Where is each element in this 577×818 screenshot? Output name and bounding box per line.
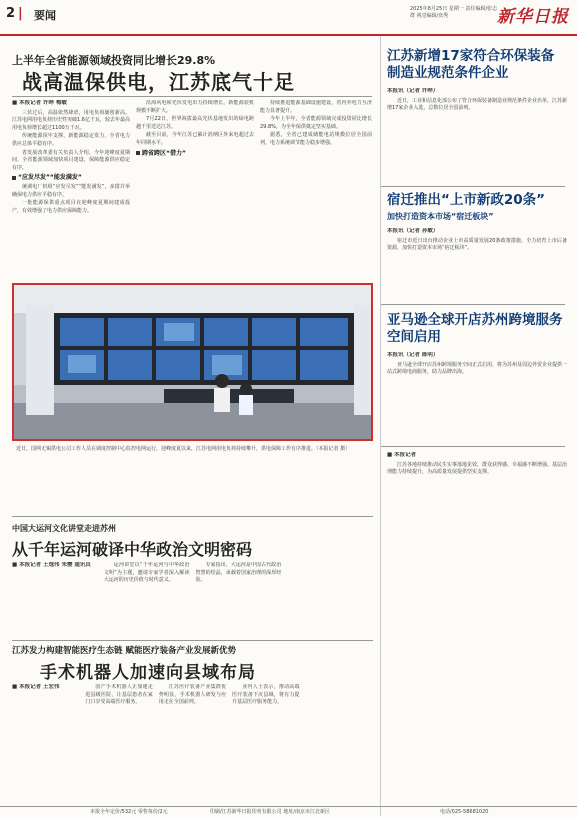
dateline: 2025年8月25日 星期一 责任编辑/张志群 视觉编辑/贲秀 [410, 6, 498, 19]
amazon-body [387, 352, 567, 378]
right-lower-paragraph: 江苏各地持续推动民生实事落地见效，群众获得感、幸福感不断增强。基层治理能力持续提升，为高质量发展提供坚实支撑。 [387, 461, 567, 476]
robot-body [12, 684, 373, 802]
eco-equipment-headline: 江苏新增17家符合环保装备制造业规范条件企业 [387, 48, 555, 81]
right-lower-byline: ■ 本报记者 [387, 452, 417, 458]
square-bullet-icon [12, 176, 16, 180]
footer-printer: 印刷/江苏新华日报印务有限公司 地址/南京市江北新区 [210, 809, 330, 815]
control-room-photo [12, 283, 373, 441]
footer-price: 本报全年定价/532元 零售每份/2元 [90, 809, 168, 815]
footer-phone: 电话/025-58681020 [440, 809, 489, 815]
robot-paragraph: 江苏医疗装备产业集群优势明显，手术机器人研发与应用走在全国前列。 [158, 684, 227, 706]
canal-body [12, 562, 373, 636]
lead-paragraph: 7月22日，世界海拔最高光伏基地发出的绿电跨越千里送达江苏。 [136, 116, 254, 130]
robot-kicker: 江苏发力构建智能医疗生态链 赋能医疗装备产业发展新优势 [12, 646, 236, 656]
lead-subhead: 跨省跨区“借力” [136, 150, 254, 158]
robot-paragraph: 国产手术机器人正加速走进县级医院，让基层患者在家门口享受高端医疗服务。 [85, 684, 153, 706]
canal-paragraph: 运河讲堂以“千年运河与中华政治文明”为主题，邀请专家学者深入解读大运河的历史价值与时代意义。 [103, 562, 190, 584]
lead-column-2 [136, 100, 254, 280]
lead-paragraph: 今年上半年，全省能源领域完成投资同比增长29.8%，为全年保供奠定坚实基础。 [260, 116, 372, 130]
lead-paragraph: 统调电厂机组“应发尽发”“能发满发”，多措并举确保电力供应平稳有序。 [12, 183, 130, 198]
lead-column-3 [260, 100, 372, 280]
lead-paragraph: 三伏过后，高温依然肆虐，用电负荷屡创新高。江苏电网用电负荷历史性突破1.6亿千瓦，较去年最高用电负荷增长超过1100万千瓦。 [12, 109, 130, 131]
lead-paragraph: 省发展改革委有关负责人介绍，今年迎峰度夏期间，全省能源领域加快项目建设，保障能源供应稳定有序。 [12, 149, 130, 171]
lead-paragraph: 截至目前，今年江苏已累计消纳区外来电超过去年同期水平。 [136, 132, 254, 146]
lead-column-1 [12, 100, 130, 280]
lead-subhead: “应发尽发”“能发满发” [12, 174, 130, 182]
canal-headline: 从千年运河破译中华政治文明密码 [12, 540, 253, 559]
robot-headline: 手术机器人加速向县域布局 [40, 663, 256, 683]
amazon-byline: 本报讯（记者 陈明） [387, 352, 439, 358]
section-title: 要闻 [34, 9, 56, 22]
amazon-article [387, 312, 567, 378]
page-header [0, 0, 577, 36]
amazon-paragraph: 亚马逊全球开店苏州跨境服务空间正式启用，将为苏州及周边外贸企业提供一站式跨境电商服务，助力品牌出海。 [387, 361, 567, 376]
page-footer [0, 806, 577, 818]
section-divider [381, 304, 565, 305]
section-divider [12, 640, 373, 641]
suqian-body [387, 228, 567, 254]
section-divider [381, 446, 565, 447]
eco-equipment-byline: 本报讯（记者 许晔） [387, 88, 439, 94]
square-bullet-icon [136, 151, 140, 155]
page-number: 2 | [6, 6, 23, 21]
lead-byline: ■ 本报记者 许晔 梅敏 [12, 100, 67, 106]
robot-paragraph: 业内人士表示，推动高端医疗装备下沉县域，将有力提升基层医疗服务能力。 [232, 684, 300, 706]
suqian-byline: 本报讯（记者 孙敏） [387, 228, 439, 234]
robot-byline: ■ 本报记者 王宏伟 [12, 684, 60, 690]
lead-headline: 战高温保供电，江苏底气十足 [22, 70, 295, 94]
right-column [380, 36, 570, 816]
lead-paragraph: 沿海风电和光伏发电出力持续增长，新能源装机规模不断扩大。 [136, 100, 254, 114]
masthead-logo: 新华日报 [497, 7, 569, 27]
eco-equipment-body [387, 88, 567, 114]
control-room-illustration [14, 285, 371, 439]
section-divider [381, 186, 565, 187]
canal-paragraph: 专家指出，大运河是中国古代政治智慧的结晶，承载着国家治理的深厚经验。 [195, 562, 282, 584]
eco-equipment-paragraph: 近日，工业和信息化部公布了符合环保装备制造业规范条件企业名单，江苏新增17家企业入选，总数位居全国前列。 [387, 97, 567, 112]
right-lower-article [387, 452, 567, 478]
canal-kicker: 中国大运河文化讲堂走进苏州 [12, 524, 116, 533]
lead-paragraph: 持续推进能源基础设施建设，省内外电力互济能力显著提升。 [260, 100, 372, 114]
section-divider [12, 516, 373, 517]
lead-paragraph: 一批能源保供重点项目在迎峰度夏期间建成投产，有效增强了电力供应保障能力。 [12, 200, 130, 214]
lead-kicker: 上半年全省能源领域投资同比增长29.8% [12, 54, 216, 67]
amazon-headline: 亚马逊全球开店苏州跨境服务空间启用 [387, 312, 563, 345]
headline-rule [12, 96, 372, 97]
suqian-subheadline: 加快打造资本市场“宿迁板块” [387, 212, 494, 221]
suqian-article [387, 192, 567, 254]
suqian-headline: 宿迁推出“上市新政20条” [387, 192, 546, 208]
lead-paragraph: 据悉，全省已建成储能电站规模位居全国前列，电力系统调节能力稳步增强。 [260, 132, 372, 146]
right-lower-body [387, 452, 567, 478]
photo-caption: 近日，国网无锡供电公司工作人员在调度控制中心监控电网运行。迎峰度夏以来，江苏电网用电负荷持续攀升，供电保障工作有序推进。（本报记者 摄） [16, 446, 351, 452]
suqian-paragraph: 宿迁市近日出台推动企业上市高质量发展20条政策措施，全力培育上市后备资源，加快打造资本市场“宿迁板块”。 [387, 237, 567, 252]
eco-equipment-article [387, 48, 567, 114]
lead-paragraph: 传统能源顶牢支撑，新能源稳定发力，全省电力供应总体平稳有序。 [12, 133, 130, 147]
canal-byline: ■ 本报记者 王逸伟 朱樱 通讯员 [12, 562, 91, 568]
